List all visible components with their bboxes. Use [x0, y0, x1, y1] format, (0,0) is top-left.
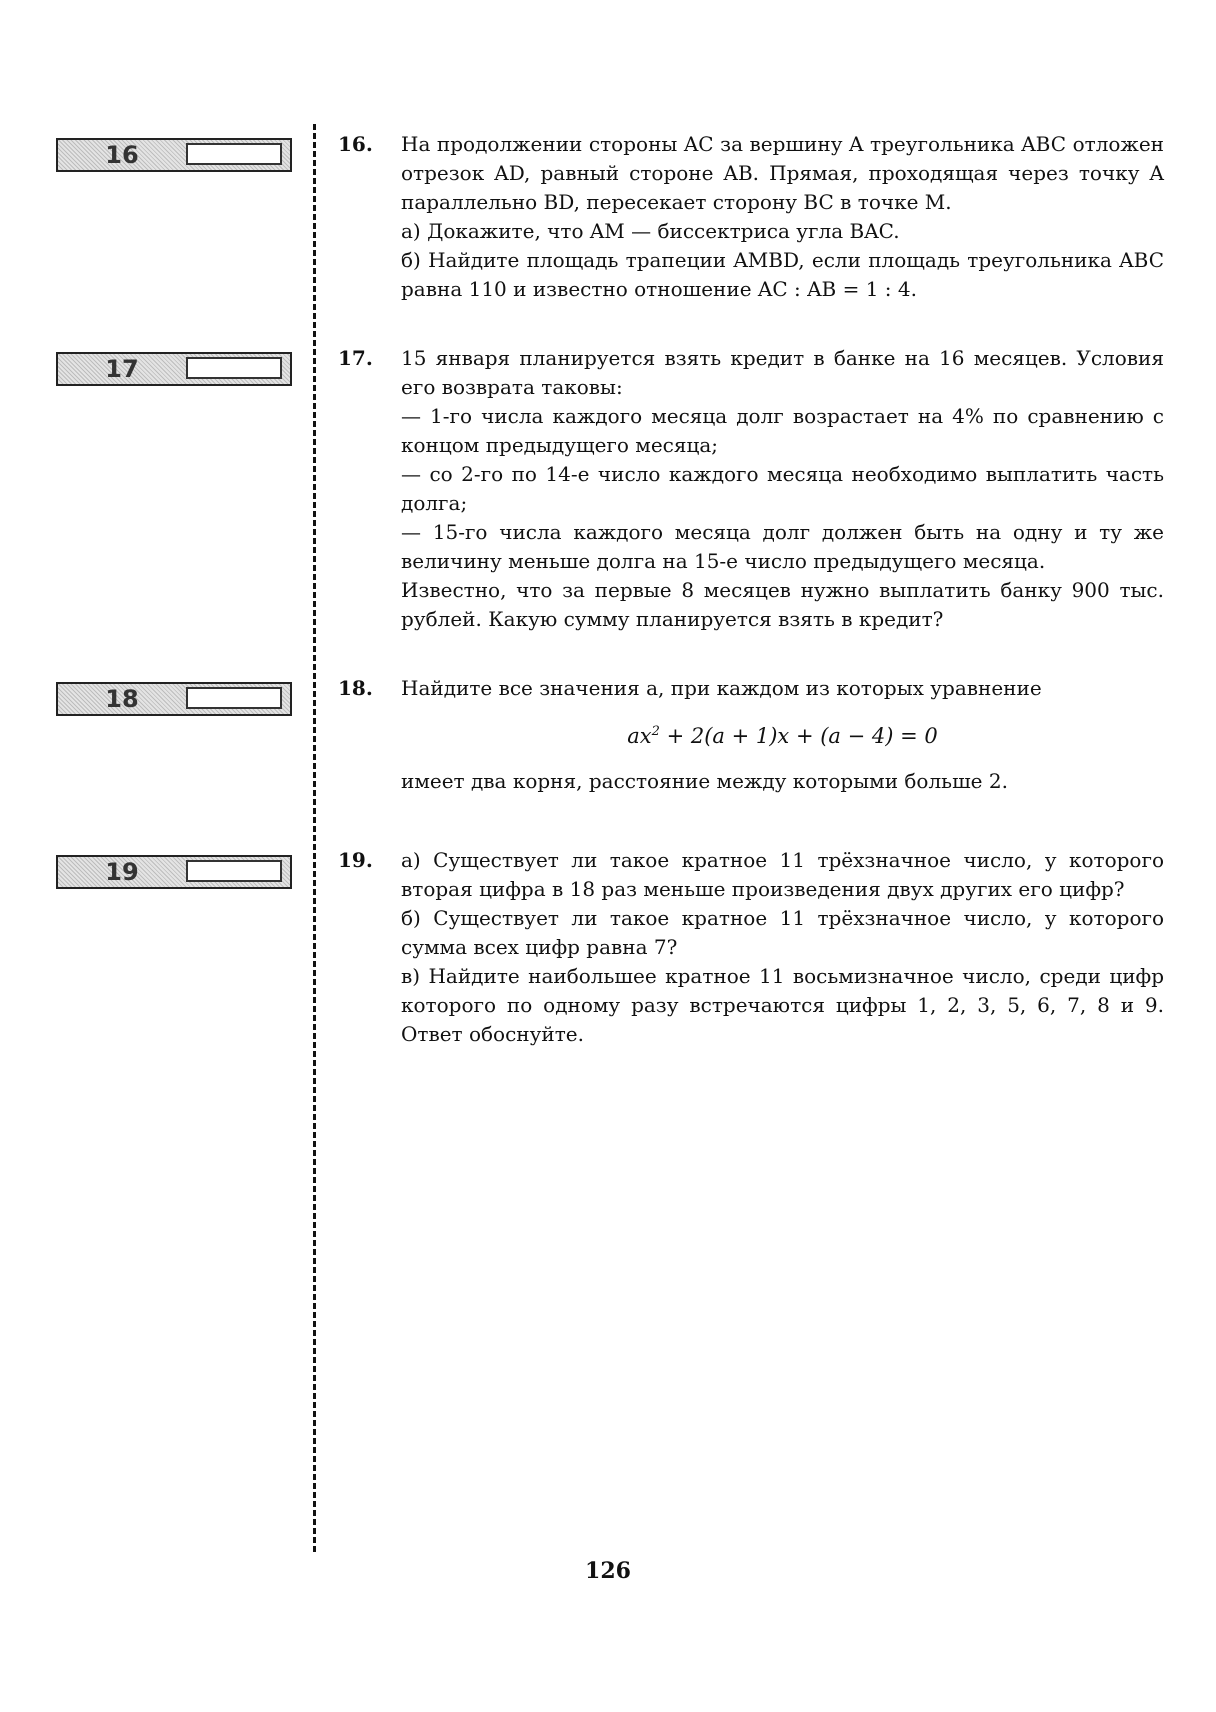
- cut-line: [313, 124, 316, 1552]
- task-text: Известно, что за первые 8 месяцев нужно выплатить банку 900 тыс. рублей. Какую сумму планируется взять в кредит?: [401, 578, 1164, 631]
- answer-box-label: 17: [105, 355, 139, 383]
- answer-field[interactable]: [186, 143, 282, 165]
- task-text: имеет два корня, расстояние между которыми больше 2.: [401, 769, 1008, 793]
- task-number: 19.: [338, 848, 373, 872]
- answer-box-label: 19: [105, 858, 139, 886]
- equation-part: + 2(a + 1)x + (a − 4) = 0: [659, 724, 938, 748]
- task-text: — со 2-го по 14-е число каждого месяца необходимо выплатить часть долга;: [401, 462, 1164, 515]
- task-17: [338, 344, 1164, 634]
- task-text: а) Докажите, что AM — биссектриса угла BAC.: [401, 219, 900, 243]
- task-number: 16.: [338, 132, 373, 156]
- task-text: — 15-го числа каждого месяца долг должен быть на одну и ту же величину меньше долга на 15-е число предыдущего месяца.: [401, 520, 1164, 573]
- answer-box-18: [56, 682, 292, 716]
- answer-box-16: [56, 138, 292, 172]
- task-text: а) Существует ли такое кратное 11 трёхзначное число, у которого вторая цифра в 18 раз меньше произведения двух других его цифр?: [401, 848, 1164, 901]
- task-18: [338, 674, 1164, 796]
- task-text: б) Существует ли такое кратное 11 трёхзначное число, у которого сумма всех цифр равна 7?: [401, 906, 1164, 959]
- task-text: Найдите все значения a, при каждом из которых уравнение: [401, 676, 1042, 700]
- task-text: 15 января планируется взять кредит в банке на 16 месяцев. Условия его возврата таковы:: [401, 346, 1164, 399]
- task-number: 17.: [338, 346, 373, 370]
- equation: [401, 717, 1164, 751]
- task-text: На продолжении стороны AC за вершину A треугольника ABC отложен отрезок AD, равный стороне AB. Прямая, проходящая через точку A параллельно BD, пересекает сторону BC в точке M.: [401, 132, 1164, 214]
- task-text: в) Найдите наибольшее кратное 11 восьмизначное число, среди цифр которого по одному разу встречаются цифры 1, 2, 3, 5, 6, 7, 8 и 9. Ответ обоснуйте.: [401, 964, 1164, 1046]
- task-19: [338, 846, 1164, 1049]
- answer-field[interactable]: [186, 357, 282, 379]
- page-number: 126: [585, 1558, 631, 1584]
- task-text: — 1-го числа каждого месяца долг возрастает на 4% по сравнению с концом предыдущего месяца;: [401, 404, 1164, 457]
- answer-field[interactable]: [186, 687, 282, 709]
- task-number: 18.: [338, 676, 373, 700]
- equation-exponent: 2: [651, 724, 660, 739]
- answer-box-17: [56, 352, 292, 386]
- answer-box-19: [56, 855, 292, 889]
- answer-field[interactable]: [186, 860, 282, 882]
- task-text: б) Найдите площадь трапеции AMBD, если площадь треугольника ABC равна 110 и известно отношение AC : AB = 1 : 4.: [401, 248, 1164, 301]
- equation-part: ax: [627, 724, 652, 748]
- answer-box-label: 18: [105, 685, 139, 713]
- task-16: [338, 130, 1164, 304]
- answer-box-label: 16: [105, 141, 139, 169]
